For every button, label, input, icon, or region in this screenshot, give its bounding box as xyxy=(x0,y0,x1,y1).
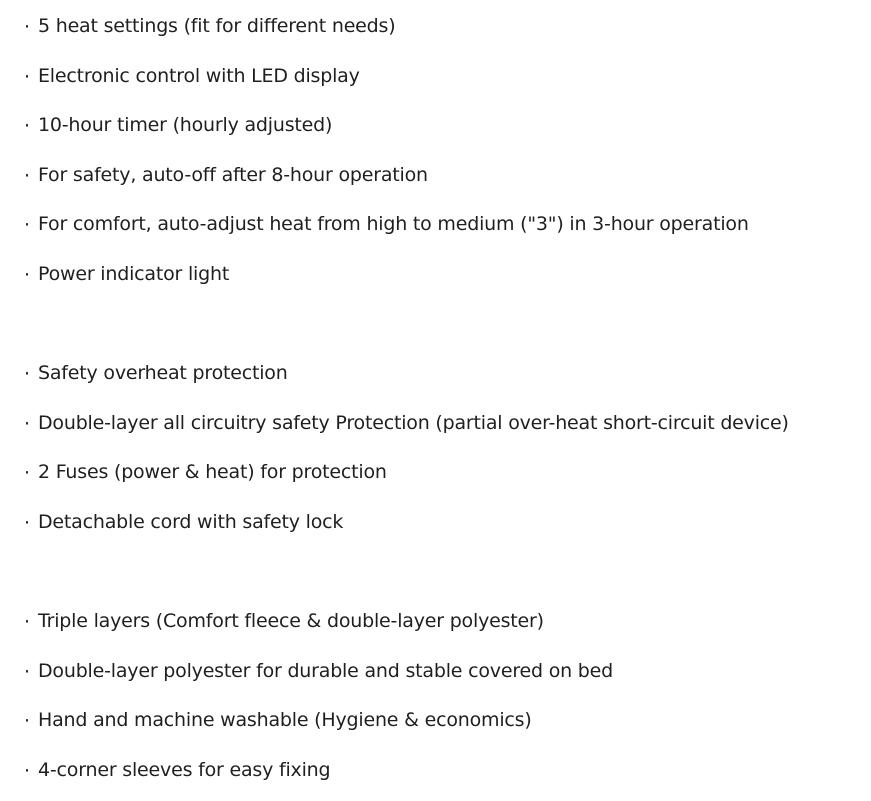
bullet-icon: · xyxy=(24,16,30,38)
feature-group-controls xyxy=(0,0,871,298)
list-item-text: Triple layers (Comfort fleece & double-layer polyester) xyxy=(38,610,544,633)
list-item-text: 2 Fuses (power & heat) for protection xyxy=(38,461,387,484)
bullet-icon: · xyxy=(24,462,30,485)
list-item xyxy=(0,99,871,149)
group-spacer xyxy=(0,546,871,596)
list-item-text: Power indicator light xyxy=(38,262,230,285)
bullet-icon: · xyxy=(24,164,30,187)
bullet-icon: · xyxy=(24,660,30,683)
list-item-text: Double-layer all circuitry safety Protection (partial over-heat short-circuit device) xyxy=(38,411,789,434)
bullet-icon: · xyxy=(24,511,30,534)
list-item xyxy=(0,50,871,100)
list-item-text: Safety overheat protection xyxy=(38,362,288,385)
group-spacer xyxy=(0,298,871,348)
list-item-text: Electronic control with LED display xyxy=(38,64,360,87)
list-item-text: Hand and machine washable (Hygiene & economics) xyxy=(38,709,532,732)
list-item xyxy=(0,694,871,744)
feature-group-material xyxy=(0,595,871,793)
list-item-text: 10-hour timer (hourly adjusted) xyxy=(38,114,333,137)
list-item xyxy=(0,347,871,397)
list-item xyxy=(0,496,871,546)
feature-group-safety xyxy=(0,347,871,545)
bullet-icon: · xyxy=(24,710,30,733)
list-item xyxy=(0,744,871,794)
list-item-text: 4-corner sleeves for easy fixing xyxy=(38,758,331,781)
bullet-icon: · xyxy=(24,759,30,782)
list-item xyxy=(0,198,871,248)
bullet-icon: · xyxy=(24,263,30,286)
list-item xyxy=(0,595,871,645)
list-item-text: Detachable cord with safety lock xyxy=(38,510,344,533)
list-item-text: 5 heat settings (fit for different needs) xyxy=(38,15,396,37)
bullet-icon: · xyxy=(24,363,30,386)
list-item xyxy=(0,645,871,695)
bullet-icon: · xyxy=(24,611,30,634)
list-item xyxy=(0,0,871,50)
bullet-icon: · xyxy=(24,214,30,237)
list-item xyxy=(0,149,871,199)
bullet-icon: · xyxy=(24,65,30,88)
list-item xyxy=(0,397,871,447)
bullet-icon: · xyxy=(24,115,30,138)
list-item-text: Double-layer polyester for durable and stable covered on bed xyxy=(38,659,614,682)
list-item xyxy=(0,446,871,496)
list-item-text: For comfort, auto-adjust heat from high to medium ("3") in 3-hour operation xyxy=(38,213,749,236)
list-item xyxy=(0,248,871,298)
bullet-icon: · xyxy=(24,412,30,435)
list-item-text: For safety, auto-off after 8-hour operation xyxy=(38,163,428,186)
